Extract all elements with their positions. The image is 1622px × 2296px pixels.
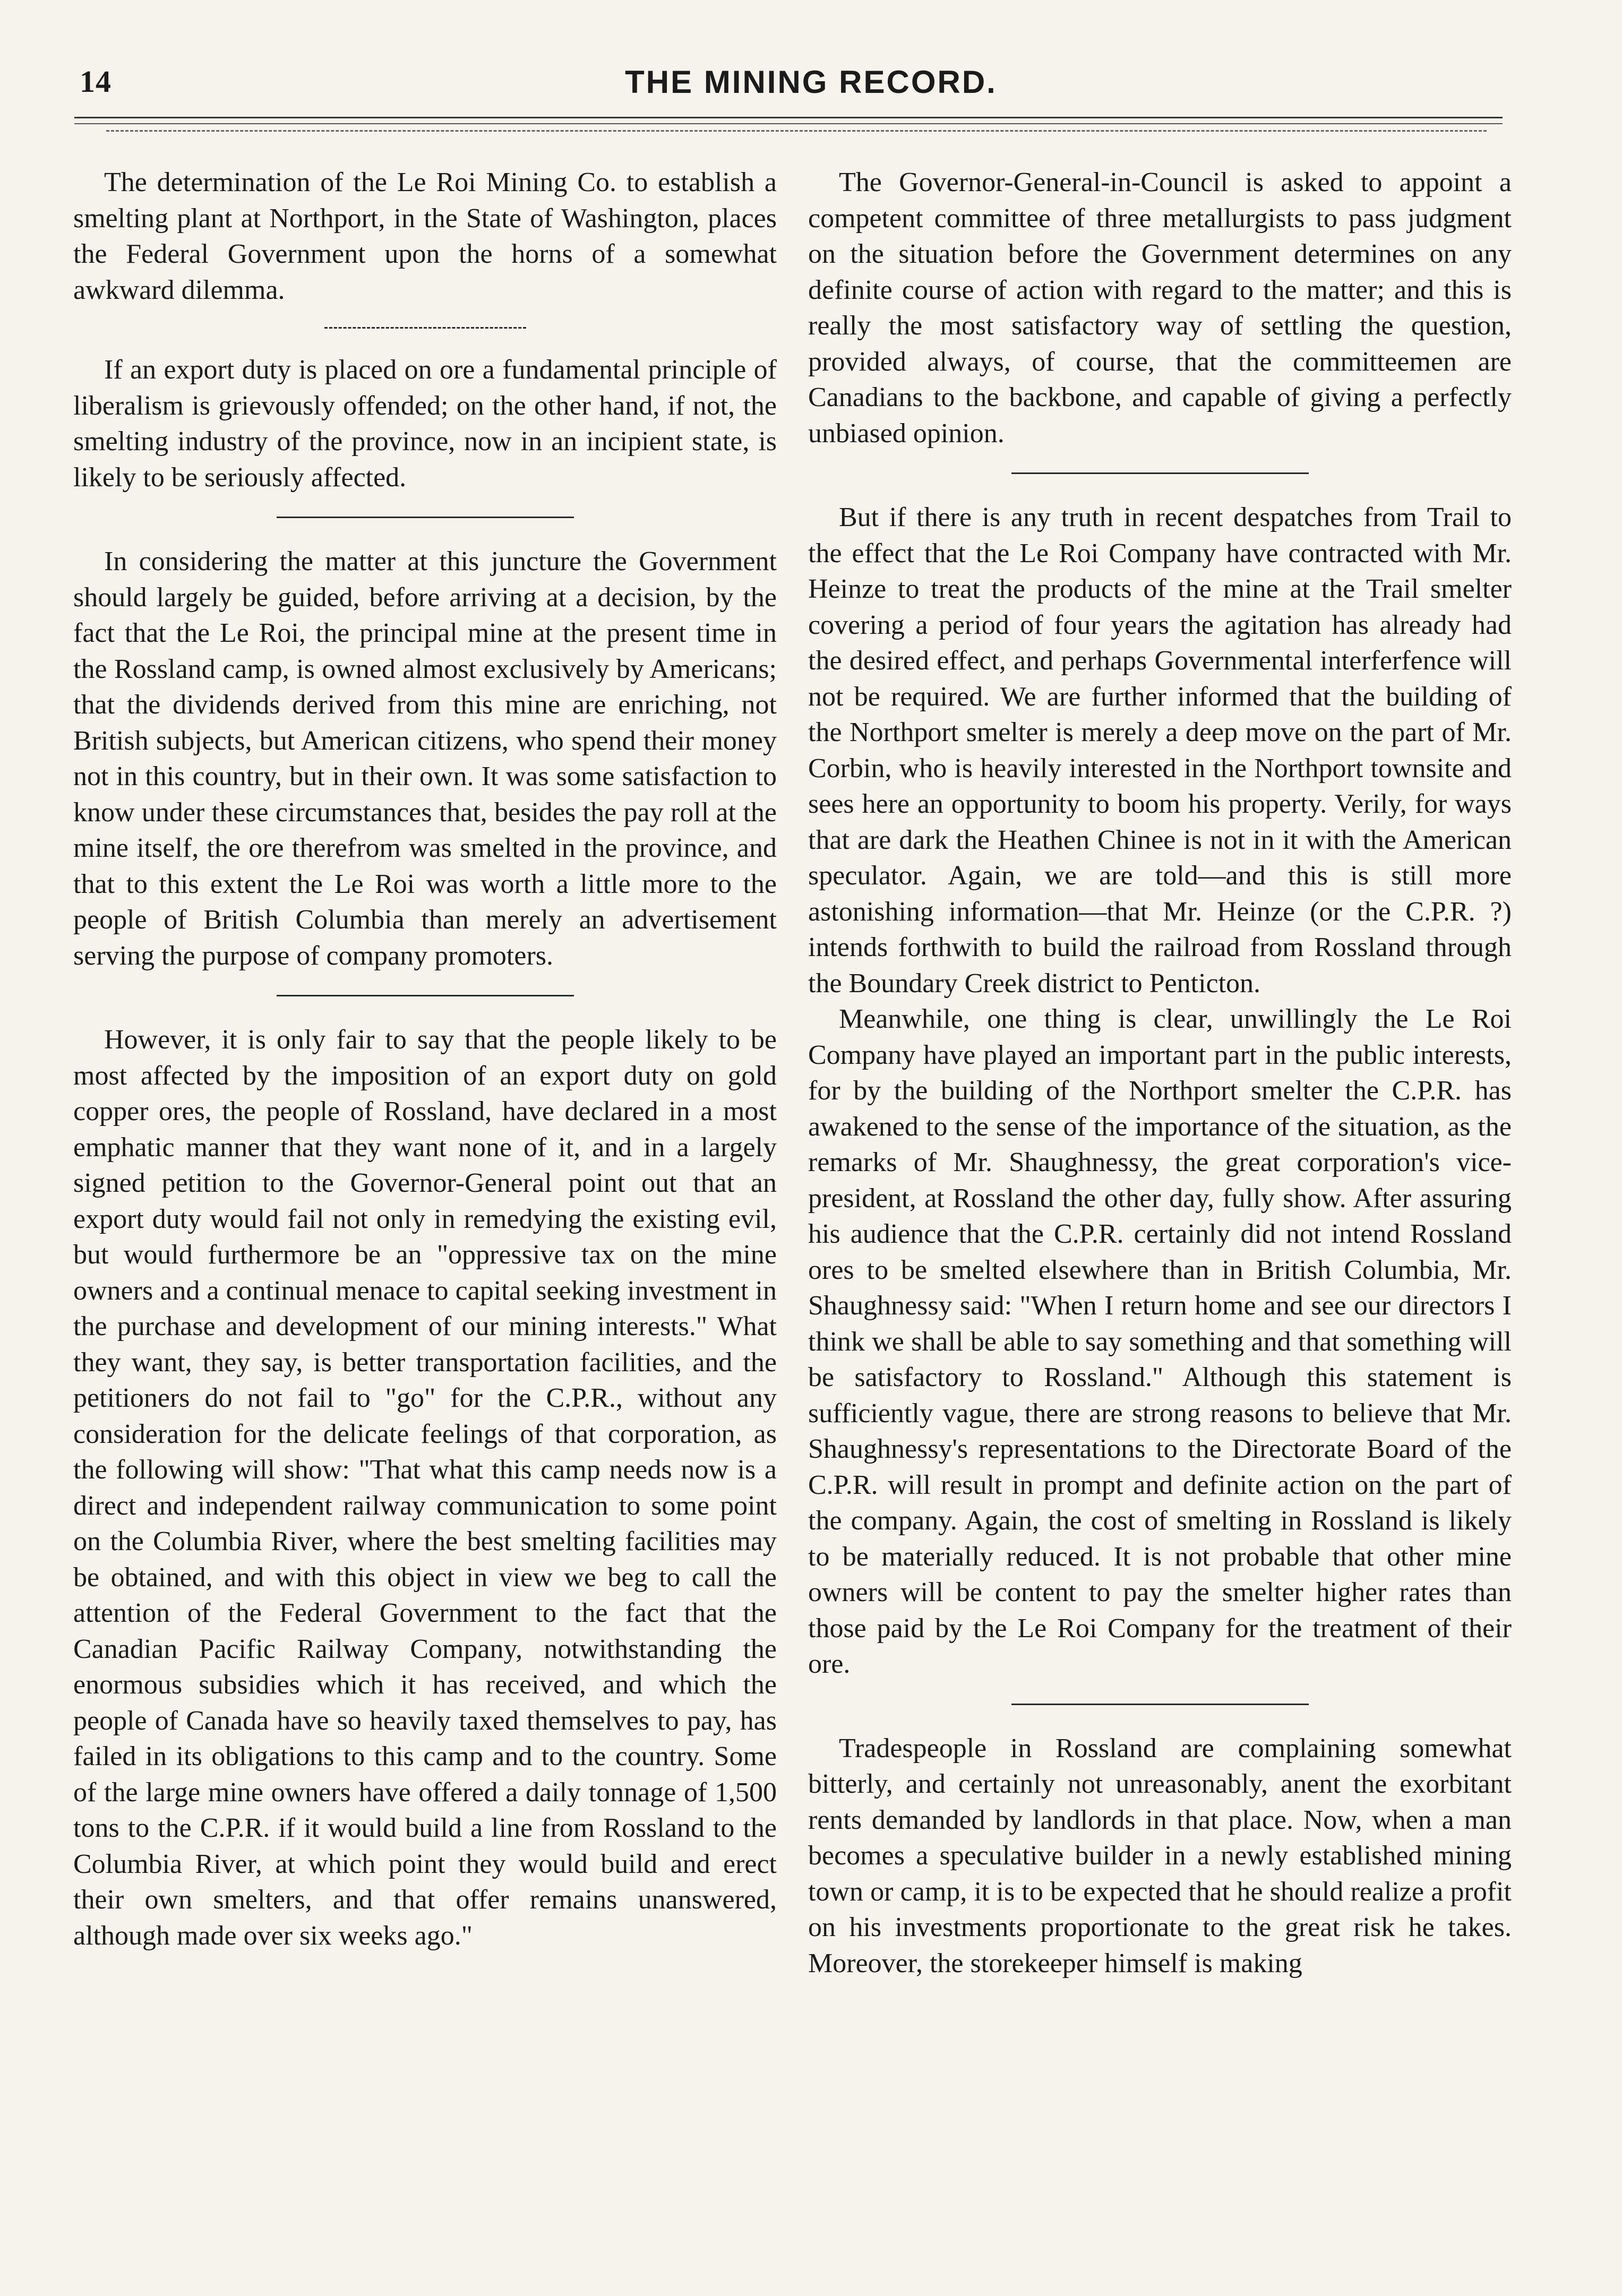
article-paragraph: Meanwhile, one thing is clear, unwillingly the Le Roi Company have played an important part in the public interests, for by the building of the Northport smelter the C.P.R. has awakened to the sense of the importance of the situation, as the remarks of Mr. Shaughnessy, the great corporation's vice-president, at Rossland the other day, fully show. After assuring his audience that the C.P.R. certainly did not intend Rossland ores to be smelted elsewhere than in British Columbia, Mr. Shaughnessy said: "When I return home and see our directors I think we shall be able to say something and that something will be satisfactory to Rossland." Although this statement is sufficiently vague, there are strong reasons to believe that Mr. Shaughnessy's representations to the Directorate Board of the C.P.R. will result in prompt and definite action on the part of the company. Again, the cost of smelting in Rossland is likely to be materially reduced. It is not probable that other mine owners will be content to pay the smelter higher rates than those paid by the Le Roi Company for the treatment of their ore. <box>808 1004 1512 1679</box>
left-column <box>73 165 777 1954</box>
article-paragraph: Tradespeople in Rossland are complaining somewhat bitterly, and certainly not unreasonably, anent the exorbitant rents demanded by landlords in that place. Now, when a man becomes a speculative builder in a newly established mining town or camp, it is to be expected that he should realize a profit on his investments proportionate to the great risk he takes. Moreover, the storekeeper himself is making <box>808 1733 1512 1979</box>
article-paragraph: The Governor-General-in-Council is asked to appoint a competent committee of three metallurgists to pass judgment on the situation before the Government determines on any definite course of action with regard to the matter; and this is really the most satisfactory way of settling the question, provided always, of course, that the committeemen are Canadians to the backbone, and capable of giving a perfectly unbiased opinion. <box>808 167 1512 449</box>
header-rule <box>74 117 1503 118</box>
article-paragraph: In considering the matter at this juncture the Government should largely be guided, before arriving at a decision, by the fact that the Le Roi, the principal mine at the present time in the Rossland camp, is owned almost exclusively by Americans; that the dividends derived from this mine are enriching, not British subjects, but American citizens, who spend their money not in this country, but in their own. It was some satisfaction to know under these circumstances that, besides the pay roll at the mine itself, the ore therefrom was smelted in the province, and that to this extent the Le Roi was worth a little more to the people of British Columbia than merely an advertisement serving the purpose of company promoters. <box>73 546 777 971</box>
page-number: 14 <box>80 64 111 99</box>
article-paragraph: But if there is any truth in recent despatches from Trail to the effect that the Le Roi Company have contracted with Mr. Heinze to treat the products of the mine at the Trail smelter covering a period of four years the agitation has already had the desired effect, and perhaps Governmental interferfence will not be required. We are further informed that the building of the Northport smelter is merely a deep move on the part of Mr. Corbin, who is heavily interested in the Northport townsite and sees here an opportunity to boom his property. Verily, for ways that are dark the Heathen Chinee is not in it with the American speculator. Again, we are told—and this is still more astonishing information—that Mr. Heinze (or the C.P.R. ?) intends forthwith to build the railroad from Rossland through the Boundary Creek district to Penticton. <box>808 502 1512 999</box>
section-divider <box>1011 1704 1309 1705</box>
section-divider <box>1011 472 1309 474</box>
section-divider <box>277 517 574 518</box>
header-rule <box>74 123 1503 124</box>
article-paragraph: The determination of the Le Roi Mining Co. to establish a smelting plant at Northport, in the State of Washington, places the Federal Government upon the horns of a somewhat awkward dilemma. <box>73 167 777 305</box>
running-title: THE MINING RECORD. <box>625 64 997 100</box>
header-rule <box>106 130 1487 132</box>
article-paragraph: If an export duty is placed on ore a fundamental principle of liberalism is grievously offended; on the other hand, if not, the smelting industry of the province, now in an incipient state, is likely to be seriously affected. <box>73 355 777 493</box>
right-column <box>808 165 1512 1981</box>
section-divider <box>277 995 574 996</box>
article-paragraph: However, it is only fair to say that the people likely to be most affected by the imposition of an export duty on gold copper ores, the people of Rossland, have declared in a most emphatic manner that they want none of it, and in a largely signed petition to the Governor-General point out that an export duty would fail not only in remedying the existing evil, but would furthermore be an "oppressive tax on the mine owners and a continual menace to capital seeking investment in the purchase and development of our mining interests." What they want, they say, is better transportation facilities, and the petitioners do not fail to "go" for the C.P.R., without any consideration for the delicate feelings of that corporation, as the following will show: "That what this camp needs now is a direct and independent railway communication to some point on the Columbia River, where the best smelting facilities may be obtained, and with this object in view we beg to call the attention of the Federal Government to the fact that the Canadian Pacific Railway Company, notwithstanding the enormous subsidies which it has received, and which the people of Canada have so heavily taxed themselves to pay, has failed in its obligations to this camp and to the country. Some of the large mine owners have offered a daily tonnage of 1,500 tons to the C.P.R. if it would build a line from Rossland to the Columbia River, at which point they would build and erect their own smelters, and that offer remains unanswered, although made over six weeks ago." <box>73 1025 777 1951</box>
section-divider <box>324 327 526 329</box>
